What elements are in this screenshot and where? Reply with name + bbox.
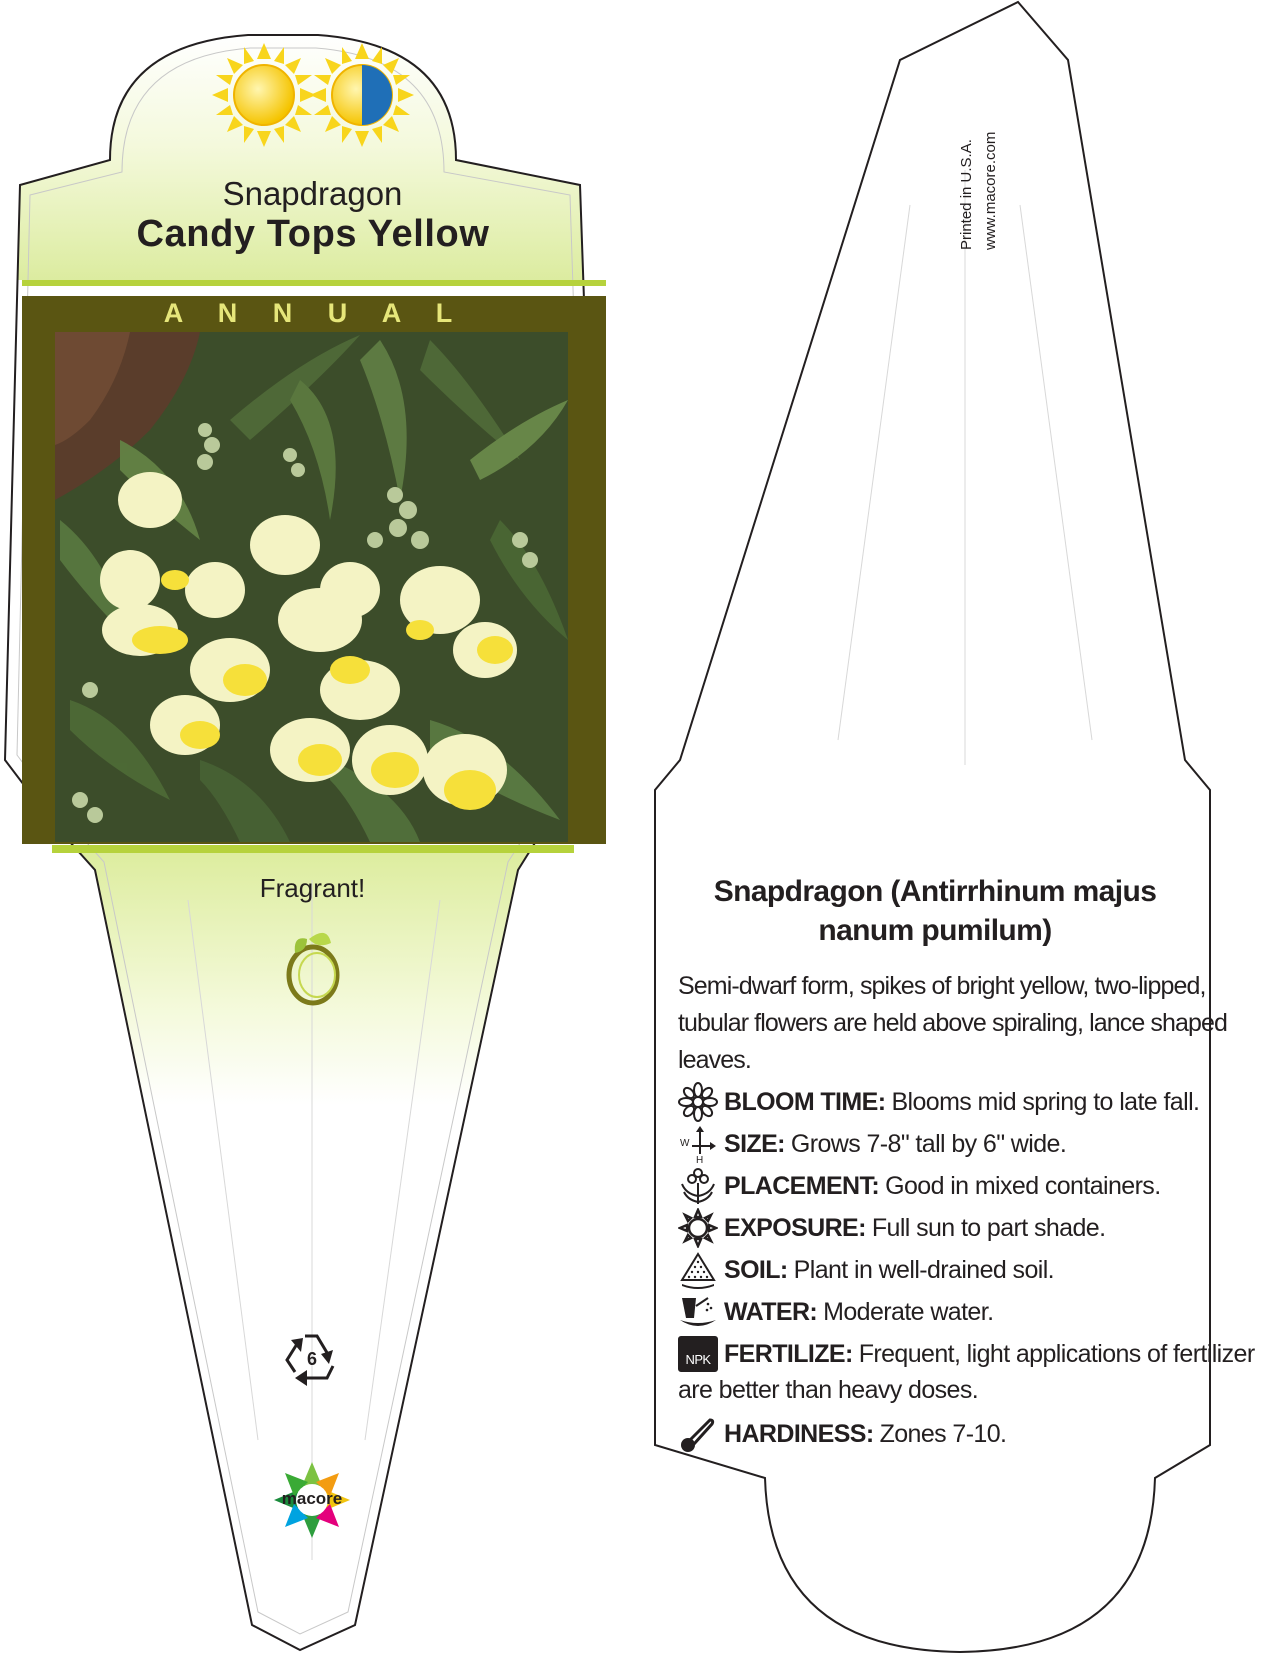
common-name: Snapdragon <box>222 175 403 212</box>
care-soil <box>678 1250 1054 1290</box>
sun-outline-icon <box>678 1208 718 1248</box>
description <box>678 968 1227 1079</box>
thermometer-icon <box>678 1414 718 1454</box>
size-arrows-icon <box>678 1124 718 1164</box>
full-sun-icon <box>212 43 316 147</box>
npk-label: NPK <box>685 1352 711 1367</box>
variety-name: Candy Tops Yellow <box>136 213 490 255</box>
plant-photo <box>55 332 568 842</box>
placement-plant-icon <box>678 1166 718 1206</box>
care-text: Plant in well-drained soil. <box>793 1255 1054 1284</box>
care-bloom-time <box>678 1082 1199 1122</box>
care-fertilize <box>678 1334 1255 1374</box>
size-h-letter: H <box>696 1155 703 1164</box>
printed-in: Printed in U.S.A. <box>958 139 975 250</box>
flower-icon <box>678 1082 718 1122</box>
npk-icon <box>678 1336 718 1372</box>
care-hardiness <box>678 1414 1006 1454</box>
care-label: PLACEMENT: <box>724 1171 880 1200</box>
size-w-letter: W <box>680 1138 689 1149</box>
website: www.macore.com <box>982 131 999 250</box>
care-label: WATER: <box>724 1297 818 1326</box>
care-size <box>678 1124 1066 1164</box>
care-exposure <box>678 1208 1105 1248</box>
care-text: Zones 7-10. <box>879 1419 1007 1448</box>
botanical-title-line2: nanum pumilum) <box>818 914 1052 947</box>
watering-can-icon <box>678 1292 718 1332</box>
feature-text: Fragrant! <box>259 873 366 903</box>
care-water <box>678 1292 993 1332</box>
description-line: leaves. <box>678 1046 751 1074</box>
care-text: Moderate water. <box>823 1297 994 1326</box>
care-label: SOIL: <box>724 1255 788 1284</box>
brand-name: macore <box>281 1489 343 1508</box>
care-text: Blooms mid spring to late fall. <box>891 1087 1200 1116</box>
care-label: EXPOSURE: <box>724 1213 866 1242</box>
care-label: HARDINESS: <box>724 1419 874 1448</box>
plant-type: A N N U A L <box>163 298 467 328</box>
care-text: Frequent, light applications of fertilizer <box>858 1339 1255 1368</box>
care-placement <box>678 1166 1161 1206</box>
description-line: tubular flowers are held above spiraling, lance shaped <box>678 1009 1227 1037</box>
care-label: SIZE: <box>724 1129 785 1158</box>
part-shade-sun-icon <box>310 43 414 147</box>
recycle-code: 6 <box>306 1349 317 1369</box>
front-tag <box>0 35 610 1650</box>
care-fertilize-continued: are better than heavy doses. <box>678 1376 979 1404</box>
care-label: BLOOM TIME: <box>724 1087 886 1116</box>
description-line: Semi-dwarf form, spikes of bright yellow, two-lipped, <box>678 972 1206 1000</box>
botanical-title-line1: Snapdragon (Antirrhinum majus <box>713 875 1157 908</box>
care-text: Full sun to part shade. <box>871 1213 1106 1242</box>
soil-pile-icon <box>678 1250 718 1290</box>
care-label: FERTILIZE: <box>724 1339 853 1368</box>
care-text: Grows 7-8" tall by 6" wide. <box>790 1129 1067 1158</box>
care-text: Good in mixed containers. <box>885 1171 1161 1200</box>
